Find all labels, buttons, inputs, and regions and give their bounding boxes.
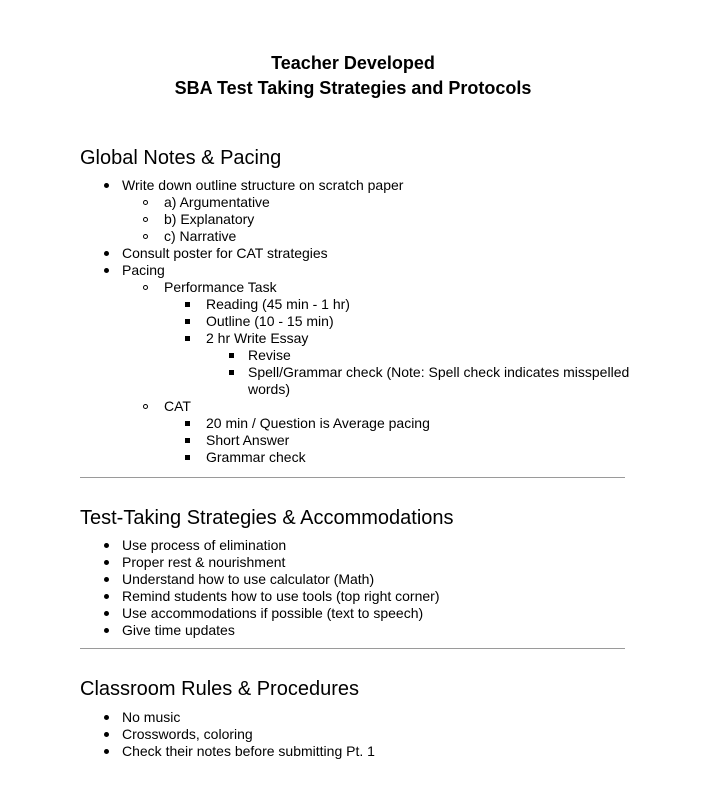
- bullet-circle: [143, 404, 148, 409]
- list-item: Check their notes before submitting Pt. 1: [122, 743, 375, 759]
- bullet-dot: [104, 715, 109, 720]
- list-item: Grammar check: [206, 449, 306, 465]
- list-item: Use accommodations if possible (text to speech): [122, 605, 424, 621]
- document-title-line-2: SBA Test Taking Strategies and Protocols: [174, 78, 532, 98]
- horizontal-rule: [80, 477, 625, 478]
- list-item: Use process of elimination: [122, 537, 287, 553]
- list-item: Remind students how to use tools (top right corner): [122, 588, 440, 604]
- list-item: Short Answer: [206, 432, 290, 448]
- bullet-dot: [104, 611, 109, 616]
- bullet-circle: [143, 200, 148, 205]
- bullet-dot: [104, 268, 109, 273]
- section-heading-global-notes: Global Notes & Pacing: [80, 147, 282, 169]
- list-item: No music: [122, 709, 181, 725]
- bullet-square: [185, 319, 190, 324]
- bullet-dot: [104, 749, 109, 754]
- list-item: Write down outline structure on scratch paper: [122, 177, 404, 193]
- list-item: 2 hr Write Essay: [206, 330, 309, 346]
- list-item: Performance Task: [164, 279, 277, 295]
- list-item: Pacing: [122, 262, 165, 278]
- list-item: Understand how to use calculator (Math): [122, 571, 375, 587]
- list-item-continuation: words): [248, 381, 291, 397]
- list-item: c) Narrative: [164, 228, 237, 244]
- list-item: a) Argumentative: [164, 194, 270, 210]
- list-item: CAT: [164, 398, 191, 414]
- bullet-square: [229, 353, 234, 358]
- bullet-dot: [104, 577, 109, 582]
- bullet-circle: [143, 285, 148, 290]
- bullet-square: [185, 302, 190, 307]
- bullet-dot: [104, 628, 109, 633]
- bullet-circle: [143, 234, 148, 239]
- bullet-square: [185, 421, 190, 426]
- bullet-dot: [104, 183, 109, 188]
- bullet-dot: [104, 251, 109, 256]
- list-item: b) Explanatory: [164, 211, 255, 227]
- bullet-circle: [143, 217, 148, 222]
- bullet-dot: [104, 560, 109, 565]
- list-item: Revise: [248, 347, 291, 363]
- section-heading-strategies: Test-Taking Strategies & Accommodations: [80, 507, 454, 529]
- bullet-square: [229, 370, 234, 375]
- bullet-square: [185, 455, 190, 460]
- bullet-dot: [104, 543, 109, 548]
- list-item: Consult poster for CAT strategies: [122, 245, 328, 261]
- document-title-line-1: Teacher Developed: [271, 53, 435, 73]
- list-item: Proper rest & nourishment: [122, 554, 286, 570]
- section-heading-classroom-rules: Classroom Rules & Procedures: [80, 678, 359, 700]
- list-item: Crosswords, coloring: [122, 726, 253, 742]
- bullet-dot: [104, 594, 109, 599]
- bullet-dot: [104, 732, 109, 737]
- list-item: 20 min / Question is Average pacing: [206, 415, 430, 431]
- horizontal-rule: [80, 648, 625, 649]
- list-item: Spell/Grammar check (Note: Spell check indicates misspelled: [248, 364, 630, 380]
- list-item: Outline (10 - 15 min): [206, 313, 334, 329]
- bullet-square: [185, 336, 190, 341]
- list-item: Give time updates: [122, 622, 235, 638]
- bullet-square: [185, 438, 190, 443]
- list-item: Reading (45 min - 1 hr): [206, 296, 350, 312]
